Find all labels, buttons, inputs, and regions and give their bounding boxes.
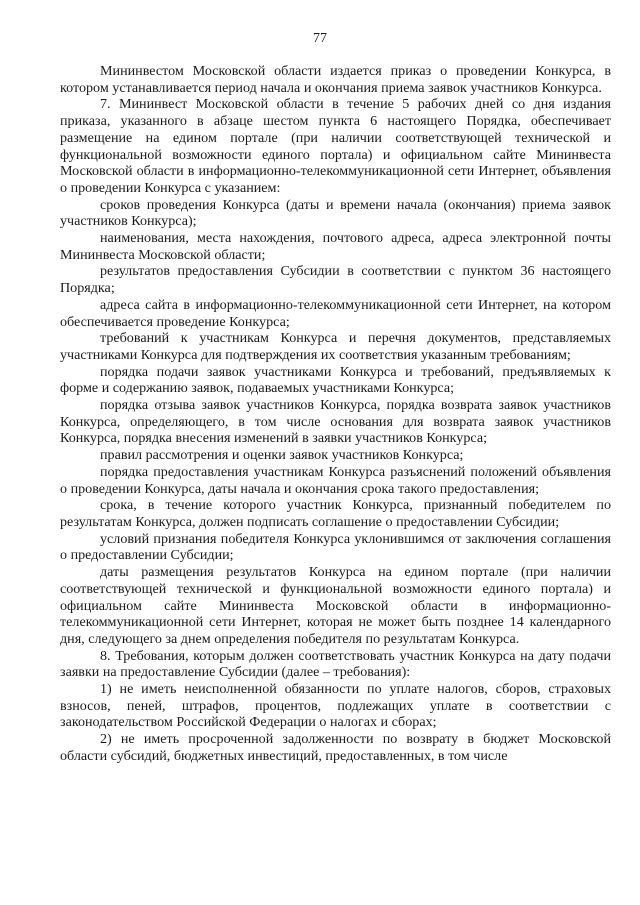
page-number: 77 (313, 31, 327, 46)
paragraph-list-item: наименования, места нахождения, почтового адреса, адреса электронной почты Мининвеста Московской области; (60, 230, 611, 263)
paragraph-list-item: правил рассмотрения и оценки заявок участников Конкурса; (100, 447, 464, 464)
paragraph-list-item: результатов предоставления Субсидии в соответствии с пунктом 36 настоящего Порядка; (60, 263, 611, 297)
paragraph-list-item: сроков проведения Конкурса (даты и времени начала (окончания) приема заявок участников Конкурса); (60, 196, 611, 230)
paragraph-item-8: 8. Требования, которым должен соответствовать участник Конкурса на дату подачи заявки на предоставление Субсидии (далее – требования): (60, 647, 611, 681)
paragraph-list-item: адреса сайта в информационно-телекоммуникационной сети Интернет, на котором обеспечивается проведение Конкурса; (60, 296, 611, 330)
paragraph-list-item: порядка отзыва заявок участников Конкурса, порядка возврата заявок участников Конкурса, определяющего, в том числе основания для возврата заявок участников Конкурса, порядка внесения изменений в заявки участников Конкурса; (60, 397, 611, 447)
paragraph-requirement-1: 1) не иметь неисполненной обязанности по уплате налогов, сборов, страховых взносов, пеней, штрафов, процентов, подлежащих уплате в соответствии с законодательством Российской Федерации о налогах и сборах; (60, 681, 611, 731)
paragraph-list-item: требований к участникам Конкурса и перечня документов, представляемых участниками Конкурса для подтверждения их соответствия указанным требованиям; (60, 330, 611, 363)
paragraph-list-item: даты размещения результатов Конкурса на едином портале (при наличии соответствующей технической и функциональной возможности единого портала) и официальном сайте Мининвеста Московской области в информационно-телекоммуникационной сети Интернет, которая не может быть позднее 14 календарного дня, следующего за днем определения победителя по результатам Конкурса. (60, 564, 611, 647)
paragraph-requirement-2: 2) не иметь просроченной задолженности по возврату в бюджет Московской области субсидий, бюджетных инвестиций, предоставленных, в том числе (60, 731, 611, 764)
paragraph-intro-continuation: Мининвестом Московской области издается приказ о проведении Конкурса, в котором устанавливается период начала и окончания приема заявок участников Конкурса. (60, 63, 611, 96)
paragraph-list-item: срока, в течение которого участник Конкурса, признанный победителем по результатам Конкурса, должен подписать соглашение о предоставлении Субсидии; (60, 497, 611, 530)
document-body (60, 63, 611, 765)
paragraph-item-7: 7. Мининвест Московской области в течение 5 рабочих дней со дня издания приказа, указанного в абзаце шестом пункта 6 настоящего Порядка, обеспечивает размещение на едином портале (при наличии соответствующей технической и функциональной возможности единого портала) и официальном сайте Мининвеста Московской области в информационно-телекоммуникационной сети Интернет, объявления о проведении Конкурса с указанием: (60, 96, 611, 196)
paragraph-list-item: порядка предоставления участникам Конкурса разъяснений положений объявления о проведении Конкурса, даты начала и окончания срока такого предоставления; (60, 463, 611, 497)
paragraph-list-item: условий признания победителя Конкурса уклонившимся от заключения соглашения о предоставлении Субсидии; (60, 530, 611, 564)
paragraph-list-item: порядка подачи заявок участниками Конкурса и требований, предъявляемых к форме и содержанию заявок, подаваемых участниками Конкурса; (60, 363, 611, 397)
